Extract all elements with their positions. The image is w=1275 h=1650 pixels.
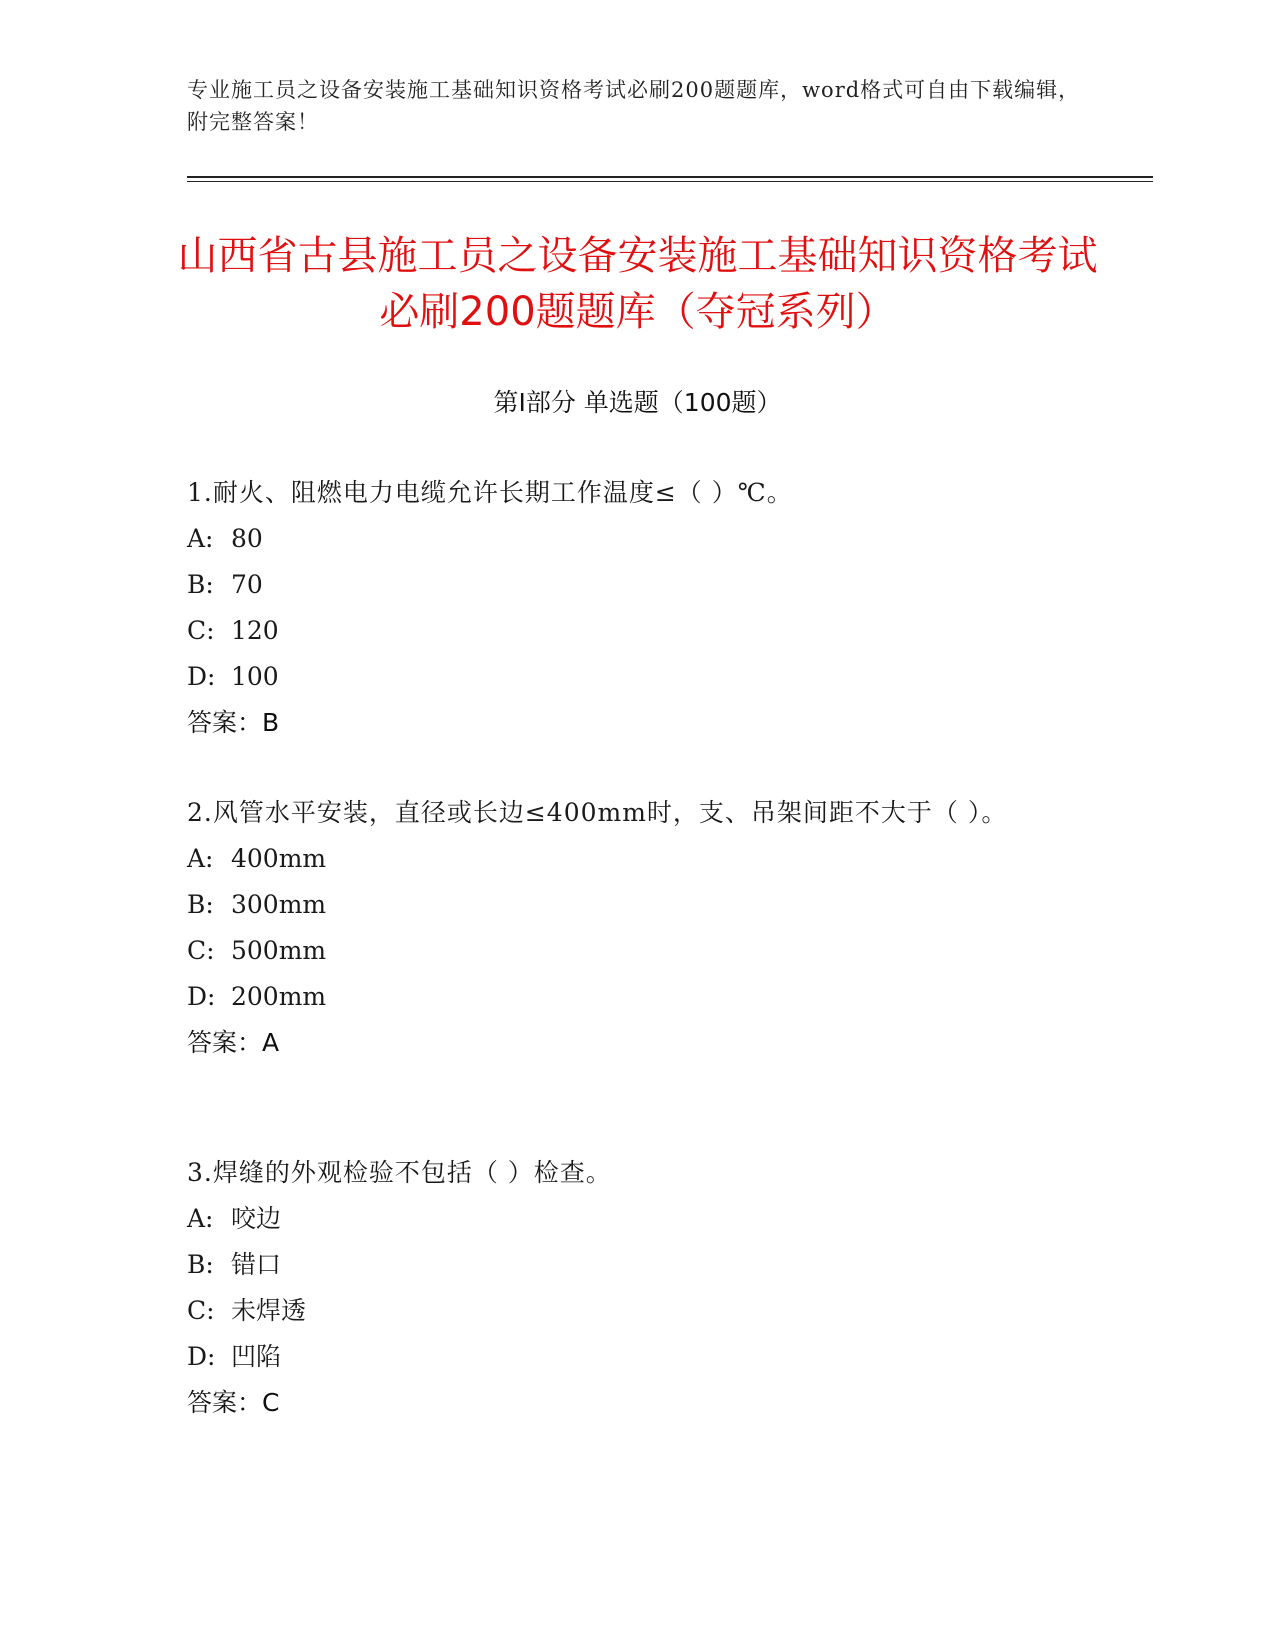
option-text: 300mm [231, 890, 327, 919]
option-text: 未焊透 [231, 1296, 307, 1325]
option-text: 200mm [231, 982, 327, 1011]
option-c [187, 608, 1067, 654]
option-text: 凹陷 [231, 1342, 282, 1371]
option-text: 错口 [231, 1250, 282, 1279]
option-letter: B: [187, 570, 214, 599]
question-1 [187, 470, 1067, 746]
option-text: 80 [231, 524, 263, 553]
header-divider-thick [187, 176, 1153, 178]
question-stem: 1.耐火、阻燃电力电缆允许长期工作温度≤（ ）℃。 [187, 478, 793, 507]
question-3 [187, 1150, 1067, 1426]
option-c [187, 1288, 1067, 1334]
question-stem: 3.焊缝的外观检验不包括（ ）检查。 [187, 1158, 612, 1187]
option-a [187, 516, 1067, 562]
option-letter: D: [187, 662, 216, 691]
option-c [187, 928, 1067, 974]
option-letter: B: [187, 890, 214, 919]
option-a [187, 1196, 1067, 1242]
option-letter: D: [187, 982, 216, 1011]
option-text: 70 [231, 570, 263, 599]
option-letter: B: [187, 1250, 214, 1279]
option-text: 100 [231, 662, 279, 691]
answer: 答案：A [187, 1028, 280, 1057]
option-text: 400mm [231, 844, 327, 873]
header-divider-thin [187, 181, 1153, 182]
document-title: 山西省古县施工员之设备安装施工基础知识资格考试必刷200题题库（夺冠系列） [177, 233, 1098, 335]
section-heading: 第Ⅰ部分 单选题（100题） [493, 388, 782, 417]
question-stem: 2.风管水平安装，直径或长边≤400mm时，支、吊架间距不大于（ ）。 [187, 798, 1008, 827]
option-b [187, 562, 1067, 608]
option-letter: A: [187, 524, 214, 553]
option-letter: C: [187, 1296, 215, 1325]
option-a [187, 836, 1067, 882]
option-d [187, 974, 1067, 1020]
option-letter: A: [187, 844, 214, 873]
option-d [187, 1334, 1067, 1380]
option-d [187, 654, 1067, 700]
option-text: 120 [231, 616, 279, 645]
option-text: 咬边 [231, 1204, 282, 1233]
option-letter: C: [187, 616, 215, 645]
answer: 答案：B [187, 708, 280, 737]
question-2 [187, 790, 1067, 1066]
option-text: 500mm [231, 936, 327, 965]
option-letter: C: [187, 936, 215, 965]
option-letter: A: [187, 1204, 214, 1233]
option-b [187, 882, 1067, 928]
option-b [187, 1242, 1067, 1288]
answer: 答案：C [187, 1388, 280, 1417]
option-letter: D: [187, 1342, 216, 1371]
header-note: 专业施工员之设备安装施工基础知识资格考试必刷200题题库，word格式可自由下载编辑，附完整答案！ [187, 78, 1081, 134]
